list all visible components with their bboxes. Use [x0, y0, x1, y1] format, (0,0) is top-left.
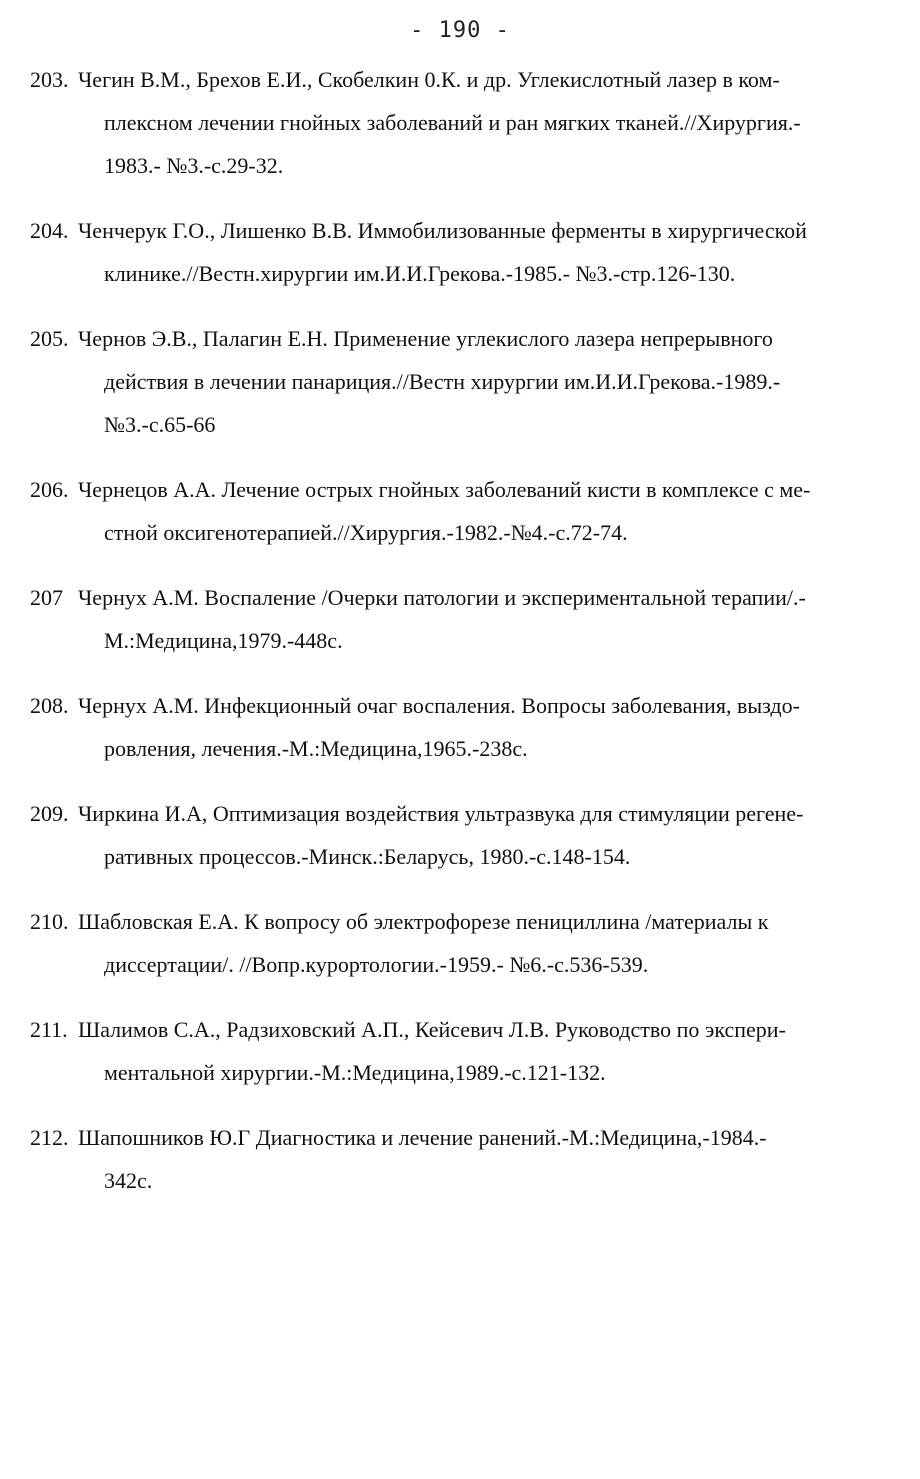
reference-line: 342с.: [104, 1168, 153, 1193]
reference-line: клинике.//Вестн.хирургии им.И.И.Грекова.-1985.- №3.-стр.126-130.: [104, 261, 736, 286]
reference-item: [30, 1116, 892, 1202]
reference-item: [30, 792, 892, 878]
reference-line: Чернух А.М. Инфекционный очаг воспаления. Вопросы заболевания, выздо-: [78, 693, 800, 718]
reference-line: ментальной хирургии.-М.:Медицина,1989.-с.121-132.: [104, 1060, 606, 1085]
reference-line: Шалимов С.А., Радзиховский А.П., Кейсевич Л.В. Руководство по экспери-: [78, 1017, 786, 1042]
reference-line: Ченчерук Г.О., Лишенко В.В. Иммобилизованные ферменты в хирургической: [78, 218, 807, 243]
reference-line: стной оксигенотерапией.//Хирургия.-1982.-№4.-с.72-74.: [104, 520, 628, 545]
reference-item: [30, 317, 892, 446]
reference-line: действия в лечении панариция.//Вестн хирургии им.И.И.Грекова.-1989.-: [104, 369, 781, 394]
reference-line: Чернух А.М. Воспаление /Очерки патологии и экспериментальной терапии/.-: [78, 585, 806, 610]
reference-number: 205.: [30, 326, 69, 351]
reference-number: 212.: [30, 1125, 69, 1150]
reference-line: №3.-с.65-66: [104, 412, 216, 437]
reference-item: [30, 1008, 892, 1094]
page-number: - 190 -: [410, 18, 510, 43]
reference-line: Шапошников Ю.Г Диагностика и лечение ранений.-М.:Медицина,-1984.-: [78, 1125, 767, 1150]
reference-list: [30, 58, 892, 1224]
reference-number: 210.: [30, 909, 69, 934]
reference-item: [30, 900, 892, 986]
reference-item: [30, 684, 892, 770]
reference-item: [30, 468, 892, 554]
reference-line: Чегин В.М., Брехов Е.И., Скобелкин 0.К. и др. Углекислотный лазер в ком-: [78, 67, 780, 92]
reference-item: [30, 209, 892, 295]
reference-number: 209.: [30, 801, 69, 826]
reference-line: диссертации/. //Вопр.курортологии.-1959.- №6.-с.536-539.: [104, 952, 649, 977]
reference-number: 206.: [30, 477, 69, 502]
reference-line: Чиркина И.А, Оптимизация воздействия ультразвука для стимуляции регене-: [78, 801, 804, 826]
reference-line: Чернов Э.В., Палагин Е.Н. Применение углекислого лазера непрерывного: [78, 326, 773, 351]
reference-line: ровления, лечения.-М.:Медицина,1965.-238с.: [104, 736, 528, 761]
reference-line: плексном лечении гнойных заболеваний и ран мягких тканей.//Хирургия.-: [104, 110, 801, 135]
reference-number: 203.: [30, 67, 69, 92]
reference-number: 211.: [30, 1017, 68, 1042]
reference-number: 204.: [30, 218, 69, 243]
reference-line: ративных процессов.-Минск.:Беларусь, 1980.-с.148-154.: [104, 844, 631, 869]
reference-number: 208.: [30, 693, 69, 718]
reference-number: 207: [30, 585, 63, 610]
reference-line: М.:Медицина,1979.-448с.: [104, 628, 343, 653]
reference-item: [30, 576, 892, 662]
reference-line: Чернецов А.А. Лечение острых гнойных заболеваний кисти в комплексе с ме-: [78, 477, 811, 502]
reference-line: Шабловская Е.А. К вопросу об электрофорезе пенициллина /материалы к: [78, 909, 769, 934]
reference-line: 1983.- №3.-с.29-32.: [104, 153, 284, 178]
reference-item: [30, 58, 892, 187]
